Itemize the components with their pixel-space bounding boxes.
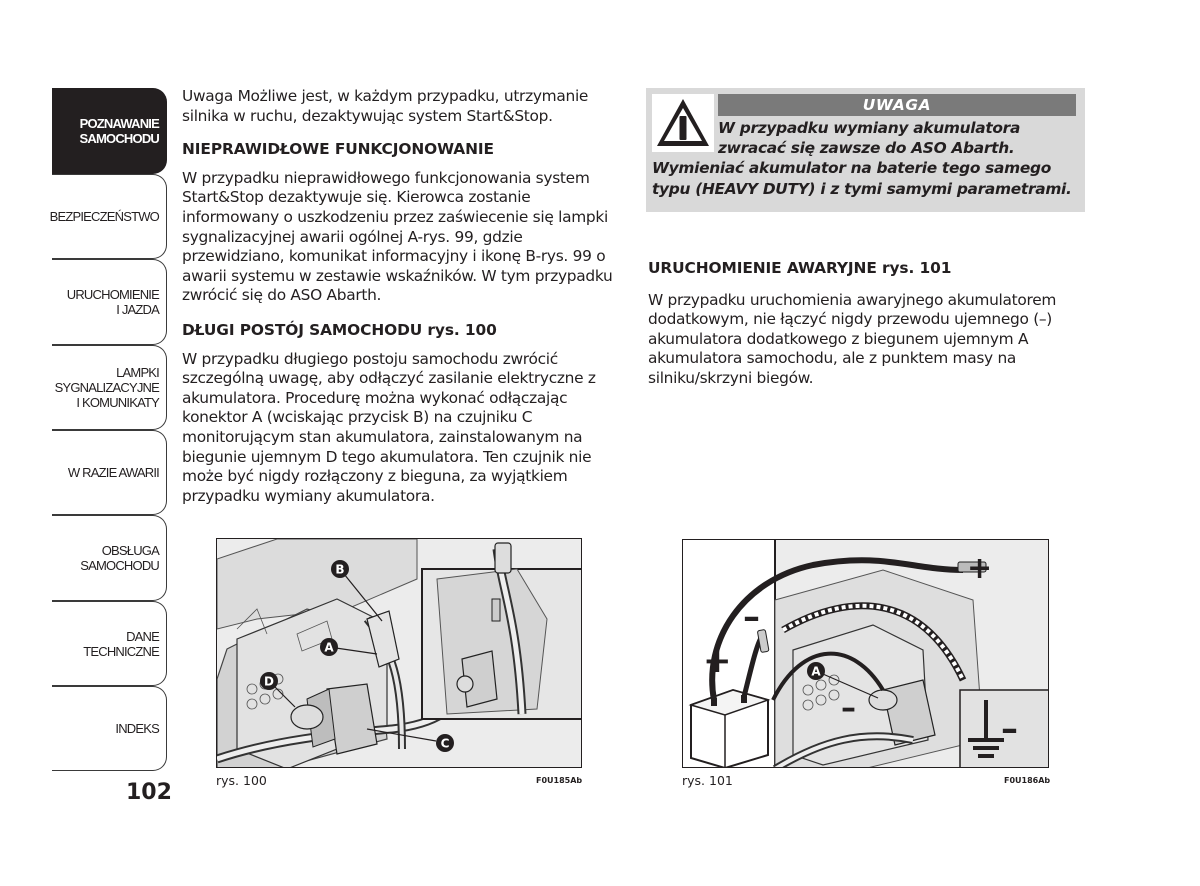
svg-text:A: A	[324, 640, 334, 655]
svg-text:C: C	[440, 736, 450, 751]
figure-101-caption: rys. 101	[682, 773, 733, 788]
jump-start-illustration	[683, 540, 1049, 768]
figure-101-code: F0U186Ab	[1004, 776, 1051, 785]
tab-w-razie-awarii[interactable]: W RAZIE AWARII	[52, 430, 167, 515]
warning-text-full: Wymieniać akumulator na baterie tego samego typu (HEAVY DUTY) i z tymi samymi parametrami.	[652, 159, 1072, 198]
right-column	[648, 259, 1093, 389]
emergency-start-paragraph: W przypadku uruchomienia awaryjnego akumulatorem dodatkowym, nie łączyć nigdy przewodu ujemnego (–) akumulatora dodatkowego z biegunem ujemnym A akumulatora samochodu, ale z punktem masy na silniku/skrzyni biegów.	[648, 290, 1057, 387]
warning-box	[646, 88, 1085, 212]
warning-text-indented: W przypadku wymiany akumulatora zwracać się zawsze do ASO Abarth.	[718, 119, 1021, 158]
svg-text:B: B	[335, 562, 345, 577]
minus-sign-ground: –	[1001, 709, 1018, 749]
figure-100-battery-sensor	[216, 538, 582, 768]
plus-sign-left: +	[703, 641, 732, 681]
tab-obsluga-samochodu[interactable]: OBSŁUGA SAMOCHODU	[52, 515, 167, 601]
malfunction-paragraph: W przypadku nieprawidłowego funkcjonowania system Start&Stop dezaktywuje się. Kierowca zostanie informowany o uszkodzeniu przez zaświecenie się lampki sygnalizacyjnej awarii ogólnej A-rys. 99, gdzie przewidziano, komunikat informacyjny i ikonę B-rys. 99 o awarii systemu w zestawie wskaźników. W tym przypadku zwrócić się do ASO Abarth.	[182, 168, 613, 305]
svg-text:A: A	[811, 664, 821, 679]
tab-indeks[interactable]: INDEKS	[52, 686, 167, 771]
label-D	[260, 672, 278, 690]
label-A	[320, 638, 338, 656]
plus-sign-right: +	[967, 551, 993, 586]
tab-uruchomienie-i-jazda[interactable]: URUCHOMIENIE I JAZDA	[52, 259, 167, 345]
long-parking-paragraph: W przypadku długiego postoju samochodu zwrócić szczególną uwagę, aby odłączyć zasilanie elektryczne z akumulatora. Procedurę można wykonać odłączając konektor A (wciskając przycisk B) na czujniku C monitorującym stan akumulatora, zainstalowanym na biegunie ujemnym D tego akumulatora. Ten czujnik nie może być nigdy rozłączony z bieguna, za wyjątkiem przypadku wymiany akumulatora.	[182, 349, 596, 505]
warning-title: UWAGA	[718, 94, 1076, 116]
tab-lampki-sygnalizacyjne[interactable]: LAMPKI SYGNALIZACYJNE I KOMUNIKATY	[52, 345, 167, 430]
intro-paragraph: Uwaga Możliwe jest, w każdym przypadku, utrzymanie silnika w ruchu, dezaktywując system Start&Stop.	[182, 87, 589, 125]
label-B	[331, 560, 349, 578]
left-column	[182, 87, 622, 506]
figure-101-jump-start	[682, 539, 1049, 768]
figure-100-code: F0U185Ab	[536, 776, 583, 785]
minus-sign-top: –	[743, 597, 760, 637]
tab-dane-techniczne[interactable]: DANE TECHNICZNE	[52, 601, 167, 686]
tab-bezpieczenstwo[interactable]: BEZPIECZEŃSTWO	[52, 174, 167, 259]
label-A	[807, 662, 825, 680]
section-heading-malfunction: NIEPRAWIDŁOWE FUNKCJONOWANIE	[182, 140, 494, 159]
battery-sensor-illustration	[217, 539, 582, 768]
label-C	[436, 734, 454, 752]
figure-100-caption: rys. 100	[216, 773, 267, 788]
svg-text:D: D	[264, 674, 274, 689]
minus-sign-terminal: –	[841, 691, 856, 726]
warning-text	[652, 118, 1082, 199]
section-heading-long-parking: DŁUGI POSTÓJ SAMOCHODU rys. 100	[182, 320, 497, 339]
page-number: 102	[126, 780, 172, 805]
tab-poznawanie-samochodu[interactable]: POZNAWANIE SAMOCHODU	[52, 88, 167, 174]
section-heading-emergency-start: URUCHOMIENIE AWARYJNE rys. 101	[648, 259, 952, 277]
